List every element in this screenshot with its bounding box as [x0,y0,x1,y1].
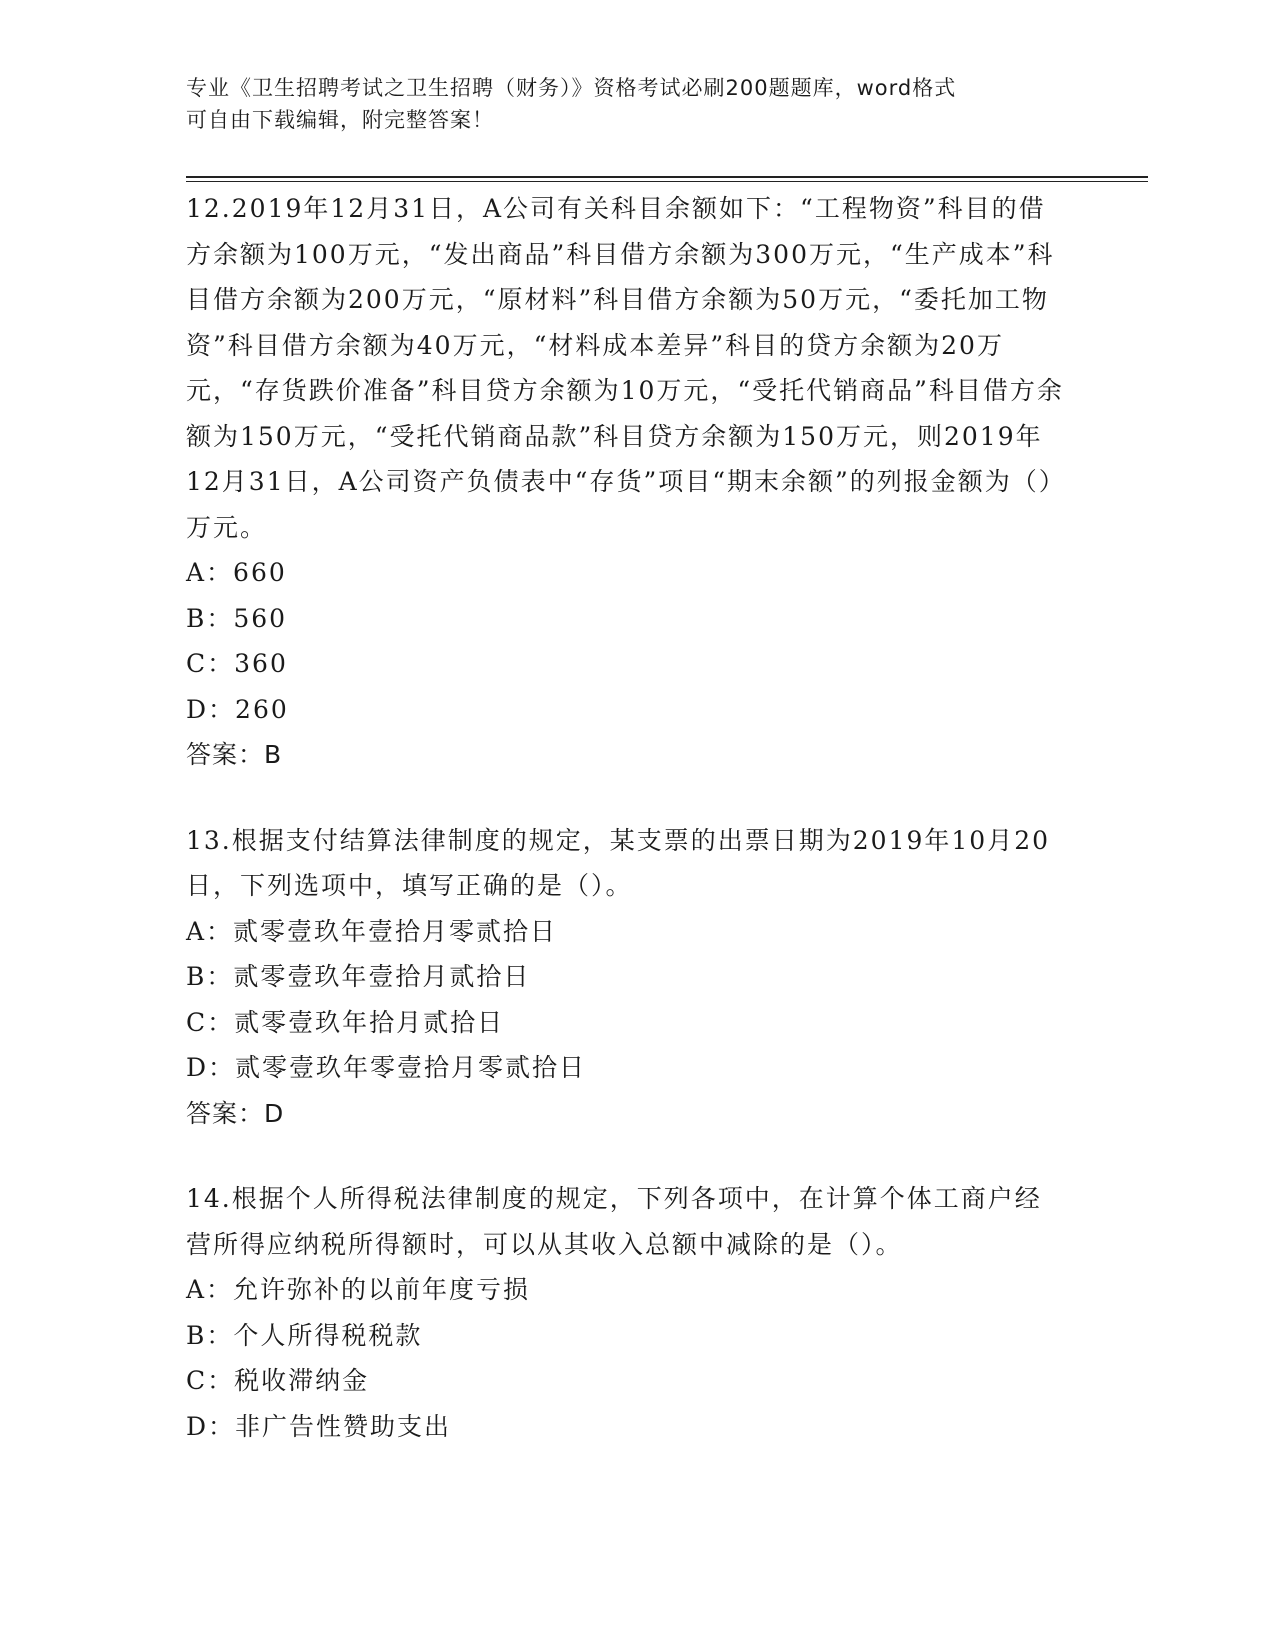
header-divider-thin [186,181,1148,182]
option-c: C：贰零壹玖年拾月贰拾日 [186,1007,505,1037]
question-14 [186,1176,1066,1449]
option-b: B：个人所得税税款 [186,1320,423,1350]
option-b: B：560 [186,603,288,633]
option-d: D：贰零壹玖年零壹拾月零贰拾日 [186,1053,587,1082]
answer-line: 答案：B [186,740,283,769]
question-stem: 14.根据个人所得税法律制度的规定，下列各项中，在计算个体工商户经营所得应纳税所得额时，可以从其收入总额中减除的是（）。 [186,1184,1042,1259]
question-12 [186,186,1066,778]
option-d: D：非广告性赞助支出 [186,1411,452,1441]
question-stem: 13.根据支付结算法律制度的规定，某支票的出票日期为2019年10月20日，下列选项中，填写正确的是（）。 [186,825,1051,900]
option-a: A：贰零壹玖年壹拾月零贰拾日 [186,916,558,946]
header-line-2: 可自由下载编辑，附完整答案！ [186,108,494,132]
option-a: A：660 [186,558,287,587]
header-divider-thick [186,176,1148,178]
header-line-1: 专业《卫生招聘考试之卫生招聘（财务）》资格考试必刷200题题库，word格式 [186,76,957,100]
option-d: D：260 [186,694,289,724]
answer-line: 答案：D [186,1098,285,1128]
question-stem: 12.2019年12月31日，A公司有关科目余额如下：“工程物资”科目的借方余额为100万元，“发出商品”科目借方余额为300万元，“生产成本”科目借方余额为200万元，“原材料”科目借方余额为50万元，“委托加工物资”科目借方余额为40万元，“材料成本差异”科目的贷方余额为20万元，“存货跌价准备”科目贷方余额为10万元，“受托代销商品”科目借方余额为150万元，“受托代销商品款”科目贷方余额为150万元，则2019年12月31日，A公司资产负债表中“存货”项目“期末余额”的列报金额为（）万元。 [186,194,1066,542]
header-divider [186,176,1148,182]
question-13 [186,818,1066,1137]
option-c: C：360 [186,649,288,678]
option-a: A：允许弥补的以前年度亏损 [186,1275,531,1304]
question-list [186,186,1066,1489]
page-header [186,72,1066,136]
option-b: B：贰零壹玖年壹拾月贰拾日 [186,962,531,991]
option-c: C：税收滞纳金 [186,1366,370,1395]
